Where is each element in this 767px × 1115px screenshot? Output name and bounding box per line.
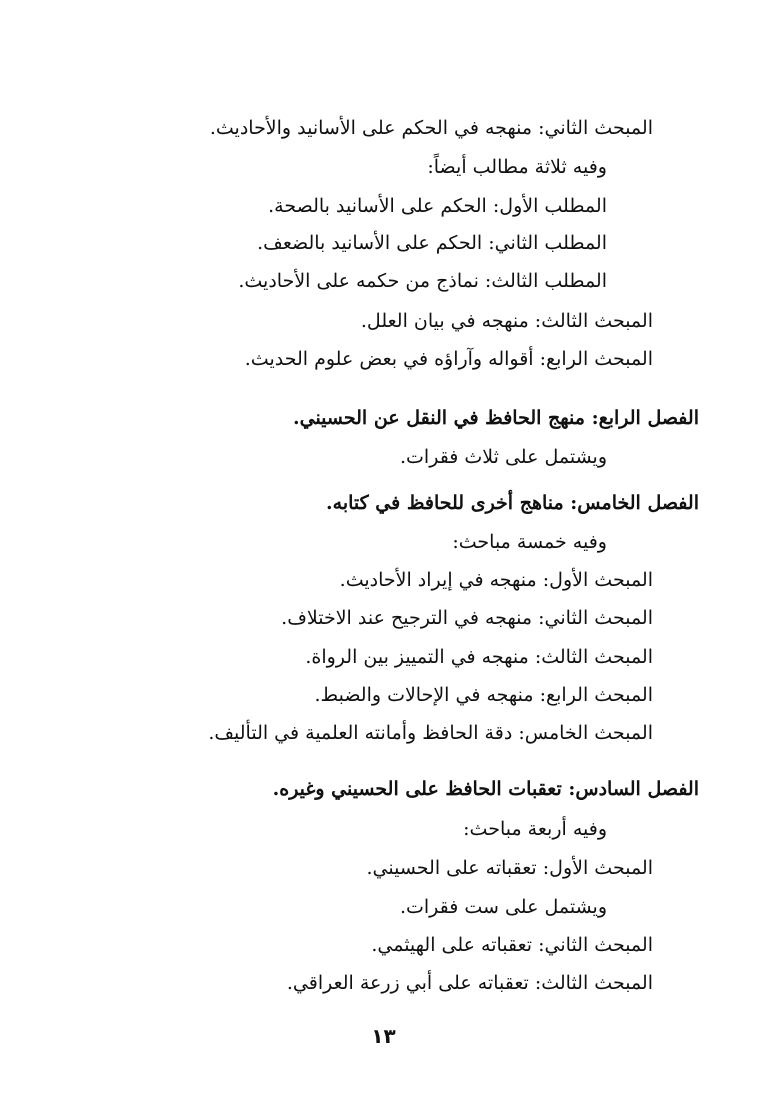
toc-line: وفيه أربعة مباحث: [463,818,607,840]
toc-line: المبحث الثاني: منهجه في الحكم على الأسانيد والأحاديث. [209,117,653,139]
toc-line: ويشتمل على ست فقرات. [399,896,607,918]
chapter-heading: الفصل الرابع: منهج الحافظ في النقل عن الحسيني. [293,407,699,429]
toc-line: المبحث الأول: منهجه في إيراد الأحاديث. [339,569,653,591]
toc-line: المبحث الثاني: منهجه في الترجيح عند الاختلاف. [281,607,653,629]
chapter-heading: الفصل السادس: تعقبات الحافظ على الحسيني وغيره. [272,778,699,800]
toc-line: المطلب الثاني: الحكم على الأسانيد بالضعف. [257,232,607,254]
toc-line: المبحث الثالث: منهجه في بيان العلل. [360,310,653,332]
toc-line: المبحث الرابع: منهجه في الإحالات والضبط. [314,684,653,706]
toc-line: ويشتمل على ثلاث فقرات. [400,446,607,468]
toc-line: المبحث الثاني: تعقباته على الهيثمي. [371,934,653,956]
toc-line: المطلب الثالث: نماذج من حكمه على الأحاديث. [238,270,607,292]
page-number: ١٣ [371,1024,396,1048]
toc-line: وفيه ثلاثة مطالب أيضاً: [427,156,607,178]
toc-line: المبحث الثالث: تعقباته على أبي زرعة العراقي. [286,972,653,994]
toc-line: المبحث الرابع: أقواله وآراؤه في بعض علوم الحديث. [244,348,653,370]
toc-line: المبحث الخامس: دقة الحافظ وأمانته العلمية في التأليف. [208,722,653,744]
chapter-heading: الفصل الخامس: مناهج أخرى للحافظ في كتابه. [326,492,699,514]
toc-line: وفيه خمسة مباحث: [452,531,607,553]
toc-line: المبحث الثالث: منهجه في التمييز بين الرواة. [305,646,653,668]
toc-line: المبحث الأول: تعقباته على الحسيني. [366,857,653,879]
toc-line: المطلب الأول: الحكم على الأسانيد بالصحة. [268,195,607,217]
